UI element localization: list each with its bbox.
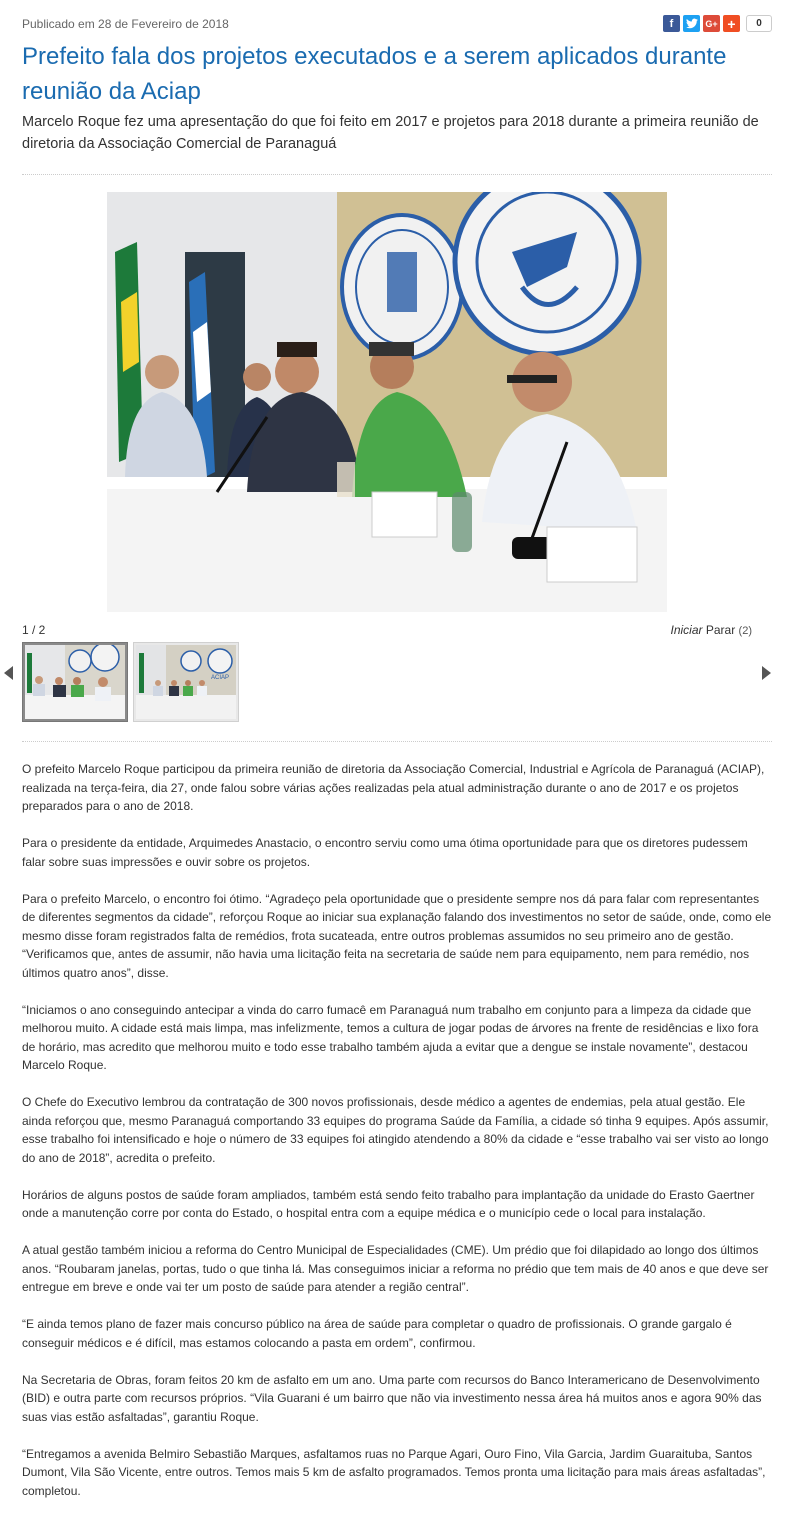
twitter-share-icon[interactable] [683,15,700,32]
googleplus-share-icon[interactable]: G+ [703,15,720,32]
chevron-left-icon[interactable] [4,666,13,680]
aciap-logo-right [455,192,639,354]
share-bar [663,15,772,32]
article-header-bar [22,15,772,33]
article-title: Prefeito fala dos projetos executados e a serem aplicados durante reunião da Aciap [22,43,727,105]
facebook-share-icon[interactable]: f [663,15,680,32]
article-paragraph: Para o presidente da entidade, Arquimedes Anastacio, o encontro serviu como uma ótima oportunidade para que os diretores pudessem falar sobre suas impressões e ouvir sobre os projetos. [22,836,748,869]
start-slideshow-link[interactable]: Iniciar [670,623,703,637]
article-paragraph: O prefeito Marcelo Roque participou da primeira reunião de diretoria da Associação Comercial, Industrial e Agrícola de Paranaguá (ACIAP), realizada na terça-feira, dia 27, onde falou sobre várias ações realizadas pela atual administração durante o ano de 2017 e os projetos preparados para o ano de 2018. [22,762,765,813]
plus-share-icon[interactable]: + [723,15,740,32]
gallery-total: (2) [738,625,752,637]
article-subtitle: Marcelo Roque fez uma apresentação do que foi feito em 2017 e projetos para 2018 durante a primeira reunião de diretoria da Associação Comercial de Paranaguá [22,114,759,152]
article-paragraph: Para o prefeito Marcelo, o encontro foi ótimo. “Agradeço pela oportunidade que o presidente sempre nos dá para falar com representantes de diferentes segmentos da cidade”, reforçou Roque ao iniciar sua explanação falando dos investimentos no setor de saúde, onde, como ele mesmo disse foram registrados falta de remédios, frota sucateada, entre outros problemas assumidos no seu primeiro ano de gestão. “Verificamos que, antes de assumir, não havia uma licitação feita na secretaria de saúde nem para equipamento, nem para remédio, nos últimos quatro anos”, disse. [22,891,772,980]
article-body [22,760,772,1519]
aciap-logo-left [342,215,462,359]
chevron-right-icon[interactable] [762,666,771,680]
gallery-main-photo[interactable] [107,192,667,612]
stop-slideshow-link[interactable]: Parar [705,623,736,637]
divider [22,174,772,175]
article-paragraph: “Iniciamos o ano conseguindo antecipar a vinda do carro fumacê em Paranaguá num trabalho em conjunto para a limpeza da cidade que melhorou muito. A cidade está mais limpa, mas infelizmente, temos a cultura de jogar podas de árvores na frente de residências e lixo fora de horário, mas acredito que melhorou muito e todo esse trabalho também ajuda a evitar que a dengue se instale novamente”, destacou Marcelo Roque. [22,1002,759,1072]
article-paragraph: A atual gestão também iniciou a reforma do Centro Municipal de Especialidades (CME). Um prédio que foi dilapidado ao longo dos últimos anos. “Roubaram janelas, portas, tudo o que tinha lá. Mas conseguimos iniciar a reforma no prédio que tem mais de 40 anos e que deve ser entregue em breve e onde vai ter um posto de saúde para atender a região central”. [22,1243,769,1294]
gallery-thumbnail-2[interactable] [133,642,239,722]
gallery-thumbnail-1[interactable] [22,642,128,722]
gallery-counter: 1 / 2 [22,623,46,637]
article-paragraph: Horários de alguns postos de saúde foram ampliados, também está sendo feito trabalho para implantação da unidade do Erasto Gaertner onde a manutenção corre por conta do Estado, o hospital entra com a equipe médica e o município cede o local para instalação. [22,1187,755,1220]
article-paragraph: “Entregamos a avenida Belmiro Sebastião Marques, asfaltamos ruas no Parque Agari, Ouro Fino, Vila Garcia, Jardim Guaraituba, Santos Dumont, Vila São Vicente, entre outros. Temos mais 5 km de asfalto programados. Temos pronta uma licitação para mais áreas asfaltadas”, completou. [22,1446,766,1498]
slideshow-controls [671,623,753,637]
publish-date: Publicado em 28 de Fevereiro de 2018 [22,17,229,31]
article-paragraph: O Chefe do Executivo lembrou da contratação de 300 novos profissionais, desde médico a agentes de endemias, pela atual gestão. Ele ainda reforçou que, mesmo Paranaguá comportando 33 equipes do programa Saúde da Família, a cidade só tinha 9 equipes. Após assumir, esse trabalho foi intensificado e hoje o número de 33 equipes foi atingido atendendo a 80% da cidade e “esse trabalho vai ser visto ao longo do ano de 2018”, acredita o prefeito. [22,1095,769,1165]
article-paragraph: Na Secretaria de Obras, foram feitos 20 km de asfalto em um ano. Uma parte com recursos do Banco Interamericano de Desenvolvimento (BID) e outra parte com recursos próprios. “Vila Guarani é um bairro que não via investimento nessa área há muitos anos e agora 90% das suas vias estão asfaltadas”, garantiu Roque. [22,1372,762,1424]
thumb-logo-text: ACIAP [210,675,230,681]
share-count: 0 [746,15,772,32]
divider [22,741,772,742]
article-paragraph: “E ainda temos plano de fazer mais concurso público na área de saúde para completar o quadro de profissionais. O grande gargalo é conseguir médicos e é difícil, mas estamos colocando a pasta em ordem”, confirmou. [22,1317,732,1350]
